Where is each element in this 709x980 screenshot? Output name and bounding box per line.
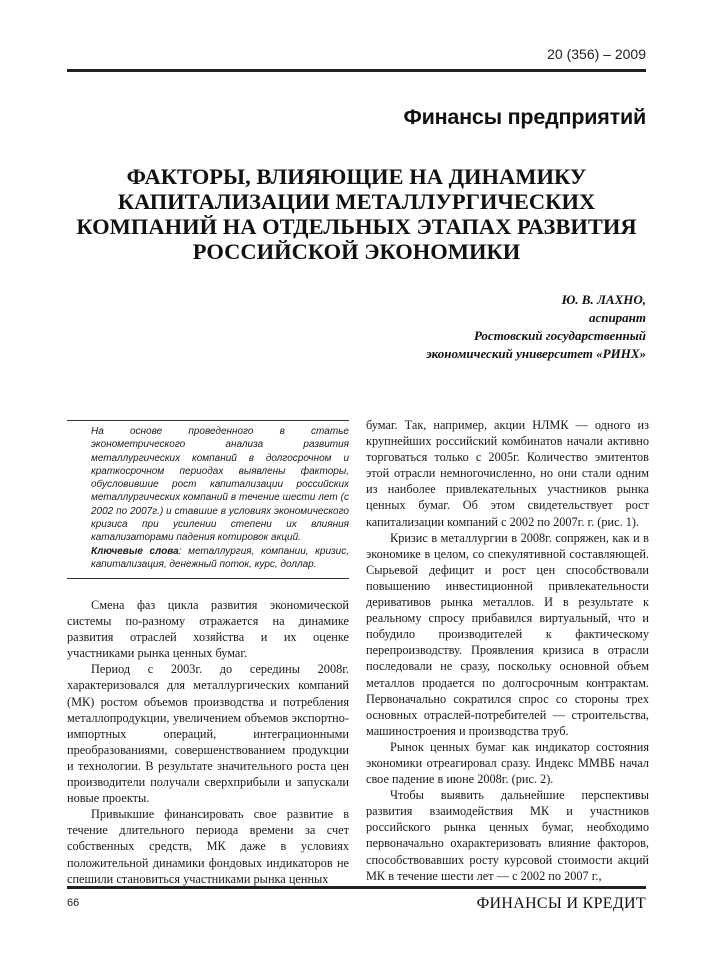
author-position: аспирант: [588, 310, 646, 325]
abstract-text: На основе проведенного в статье эконометрического анализа развития металлургических компаний в долгосрочном и краткосрочном периодах выявлены факторы, обусловившие рост капитализации российских металлургических компаний в течение шести лет (с 2002 по 2007г.) и ставшие в условиях экономического кризиса при усилении степени их влияния катализаторами падения котировок акций.: [91, 426, 349, 544]
keywords: [67, 545, 349, 572]
journal-name: ФИНАНСЫ И КРЕДИТ: [476, 895, 646, 912]
author-affiliation: Ростовский государственный: [473, 328, 646, 343]
keywords-label: Ключевые слова: [91, 545, 179, 557]
title-line: ФАКТОРЫ, ВЛИЯЮЩИЕ НА ДИНАМИКУ: [126, 164, 587, 189]
footer-rule: [67, 886, 646, 889]
body-left-column: [67, 597, 349, 887]
paragraph: Смена фаз цикла развития экономической системы по-разному отражается на динамике развития отраслей хозяйства и их оценке участниками рынка ценных бумаг.: [67, 598, 349, 661]
page-number: 66: [67, 897, 80, 909]
body-right-column: [366, 417, 649, 884]
paragraph: Чтобы выявить дальнейшие перспективы развития взаимодействия МК и участников российского рынка ценных бумаг, необходимо первоначально охарактеризовать влияние факторов, способствовавших росту курсовой стоимости акций МК в течение шести лет — с 2002 по 2007 г.,: [366, 788, 649, 883]
header-rule: [67, 69, 646, 72]
title-line: КАПИТАЛИЗАЦИИ МЕТАЛЛУРГИЧЕСКИХ: [117, 189, 596, 214]
paragraph: бумаг. Так, например, акции НЛМК — одного из крупнейших российский комбинатов начали активно торговаться только с 2005г. Количество эмитентов этой отрасли немногочисленно, но они стали одним из наиболее привлекательных участников рынка ценных бумаг. Об этом свидетельствует рост капитализации компаний с 2002 по 2007г. г. (рис. 1).: [366, 418, 649, 529]
paragraph: Рынок ценных бумаг как индикатор состояния экономики отреагировал сразу. Индекс ММВБ начал свое падение в июне 2008г. (рис. 2).: [366, 739, 649, 787]
article-title: [67, 164, 646, 264]
paragraph: Период с 2003г. до середины 2008г. характеризовался для металлургических компаний (МК) ростом объемов производства и потребления металлопродукции, увеличением объемов экспортно-импортных операций, интеграционными преобразованиями, совершенствованием продукции и технологии. В результате значительного роста цен производители получали сверхприбыли и запускали новые проекты.: [67, 662, 349, 806]
author-affiliation: экономический университет «РИНХ»: [426, 346, 646, 361]
author-name: Ю. В. ЛАХНО,: [561, 292, 646, 307]
paragraph: Кризис в металлургии в 2008г. сопряжен, как и в экономике в целом, со спекулятивной составляющей. Сырьевой дефицит и рост цен способствовали повышению инвестиционной привлекательности деривативов рынка металлов. И в результате к реальному спросу прибавился виртуальный, что и побудило производителей к фактическому перепроизводству. Проявления кризиса в отрасли последовали не сразу, поскольку основной объем металлов продается по долгосрочным контрактам. Первоначально сократился спрос со стороны трех основных отраслей-потребителей — строительства, машиностроения и производства труб.: [366, 530, 649, 738]
author-block: [426, 291, 646, 363]
abstract-box: [67, 420, 349, 579]
title-line: КОМПАНИЙ НА ОТДЕЛЬНЫХ ЭТАПАХ РАЗВИТИЯ: [76, 214, 637, 239]
keywords-list: : металлургия, компании, кризис, капитализация, денежный поток, курс, доллар.: [91, 545, 349, 570]
paragraph: Привыкшие финансировать свое развитие в течение длительного периода времени за счет собственных средств, МК даже в условиях положительной динамики фондовых индикаторов не спешили становиться участниками рынка ценных: [67, 807, 349, 886]
section-title: Финансы предприятий: [403, 105, 646, 129]
title-line: РОССИЙСКОЙ ЭКОНОМИКИ: [192, 239, 521, 264]
issue-number: 20 (356) – 2009: [547, 46, 646, 62]
